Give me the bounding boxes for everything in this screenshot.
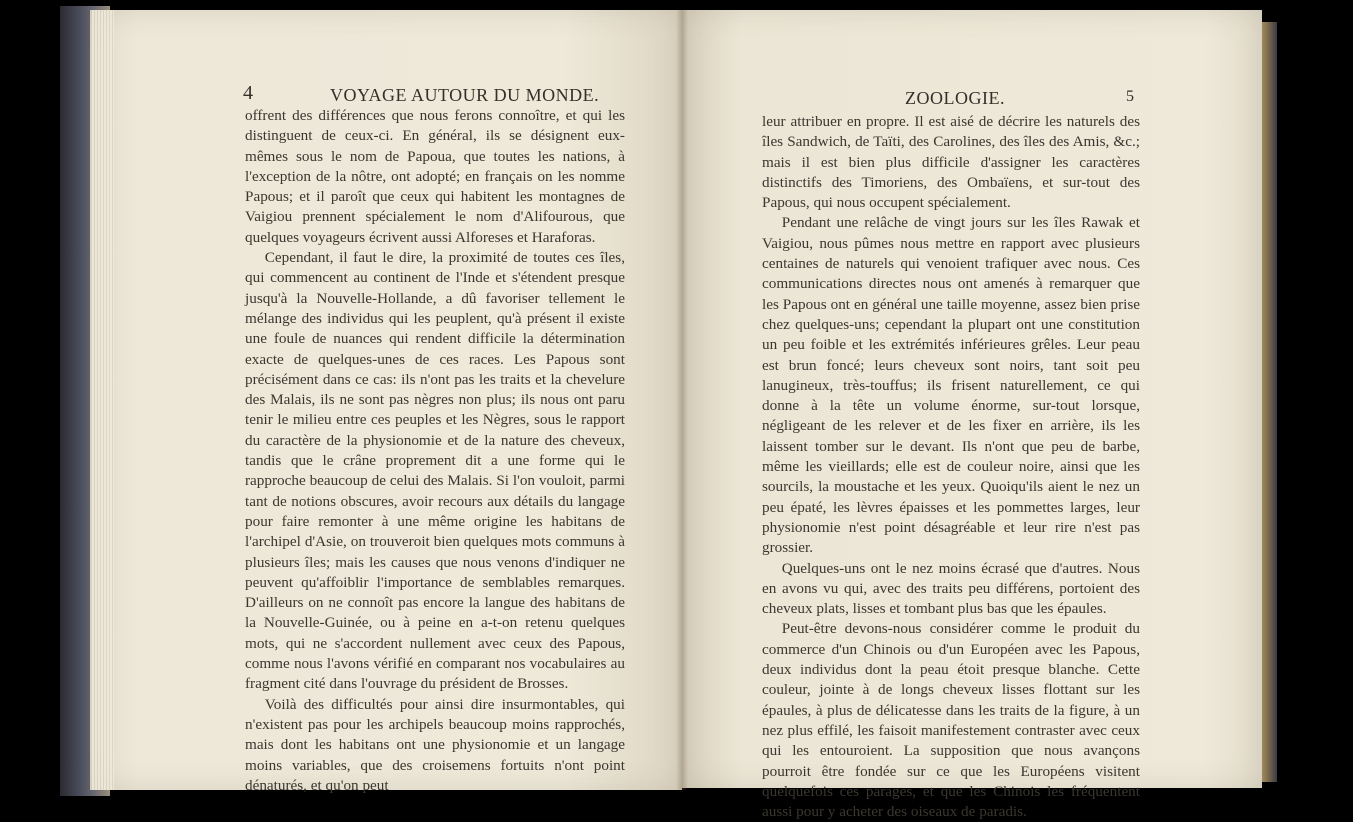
left-running-head: VOYAGE AUTOUR DU MONDE.: [330, 85, 600, 105]
right-paragraph-2: Pendant une relâche de vingt jours sur les îles Rawak et Vaigiou, nous pûmes nous mettre en rapport avec plusieurs centaines de naturels qui venoient trafiquer avec nous. Ces communications directes nous ont amenés à remarquer que les Papous ont en général une taille moyenne, assez bien prise chez quelques-uns; cependant la plupart ont une constitution un peu foible et les extrémités inférieures grêles. Leur peau est brun foncé; leurs cheveux sont noirs, tant soit peu lanugineux, très-touffus; ils frisent naturellement, ce qui donne à la tête un volume énorme, sur-tout lorsque, négligeant de les relever et de les fixer en arrière, ils les laissent tomber sur le devant. Ils n'ont que peu de barbe, même les vieillards; elle est de couleur noire, ainsi que les sourcils, la moustache et les yeux. Quoiqu'ils aient le nez un peu épaté, les lèvres épaisses et les pommettes larges, leur physionomie n'est point désagréable et leur rire n'est pas grossier.: [762, 214, 1140, 557]
left-page-number: 4: [243, 82, 253, 104]
page-edges: [92, 10, 114, 790]
book-gutter: [676, 10, 688, 790]
left-paragraph-2: Cependant, il faut le dire, la proximité de toutes ces îles, qui commencent au continent de l'Inde et s'étendent presque jusqu'à la Nouvelle-Hollande, a dû favoriser tellement le mélange des individus qui les peuplent, qu'à présent il existe une foule de nuances qui rendent difficile la détermination exacte de quelques-unes de ces races. Les Papous sont précisément dans ce cas: ils n'ont pas les traits et la chevelure des Malais, ils ne sont pas nègres non plus; ils nous ont paru tenir le milieu entre ces peuples et les Nègres, sous le rapport du caractère de la physionomie et de la nature des cheveux, tandis que le crâne proprement dit a une forme qui le rapproche beaucoup de celui des Malais. Si l'on vouloit, parmi tant de notions obscures, avoir recours aux détails du langage pour faire remonter à une même origine les habitans de l'archipel d'Asie, on trouveroit bien quelques mots communs à plusieurs îles; mais les causes que nous venons d'indiquer ne peuvent qu'affoiblir l'importance de semblables remarques. D'ailleurs on ne connoît pas encore la langue des habitans de la Nouvelle-Guinée, ou à peine en a-t-on retenu quelques mots, qui ne s'accordent nullement avec ceux des Papous, comme nous l'avons vérifié en comparant nos vocabulaires au fragment cité dans l'ouvrage du président de Brosses.: [245, 249, 625, 693]
right-paragraph-1: leur attribuer en propre. Il est aisé de décrire les naturels des îles Sandwich, de Taïti, des Carolines, des îles des Amis, &c.; mais il est bien plus difficile d'assigner les caractères distinctifs des Timoriens, des Ombaïens, et sur-tout des Papous, qui nous occupent spécialement.: [762, 113, 1140, 212]
right-page-number: 5: [1126, 88, 1134, 105]
right-paragraph-4: Peut-être devons-nous considérer comme le produit du commerce d'un Chinois ou d'un Européen avec les Papous, deux individus dont la peau étoit presque blanche. Cette couleur, jointe à de longs cheveux lisses flottant sur les épaules, à plus de délicatesse dans les traits de la figure, à un nez plus effilé, les faisoit manifestement contraster avec ceux qui les entouroient. La supposition que nous avançons pourroit être fondée sur ce que les Européens visitent quelquefois ces parages, et que les Chinois les fréquentent aussi pour y acheter des oiseaux de paradis.: [762, 620, 1140, 821]
right-paragraph-3: Quelques-uns ont le nez moins écrasé que d'autres. Nous en avons vu qui, avec des traits peu différens, portoient des cheveux plats, lisses et tombant plus bas que les épaules.: [762, 559, 1140, 618]
left-paragraph-3: Voilà des difficultés pour ainsi dire insurmontables, qui n'existent pas pour les archipels beaucoup moins rapprochés, mais dont les habitans ont une physionomie et un langage moins variables, que des croisemens fortuits n'ont point dénaturés, et qu'on peut: [245, 695, 625, 794]
left-page-text: [245, 106, 625, 796]
left-paragraph-1: offrent des différences que nous ferons connoître, et qui les distinguent de ceux-ci. En général, ils se désignent eux-mêmes sous le nom de Papoua, que toutes les nations, à l'exception de la nôtre, ont adopté; en français on les nomme Papous; et il paroît que ceux qui habitent les montagnes de Vaigiou prennent spécialement le nom d'Alifourous, que quelques voyageurs écrivent aussi Alforeses et Haraforas.: [245, 107, 625, 246]
right-running-head: ZOOLOGIE.: [905, 88, 1005, 108]
right-page-text: [762, 112, 1140, 822]
